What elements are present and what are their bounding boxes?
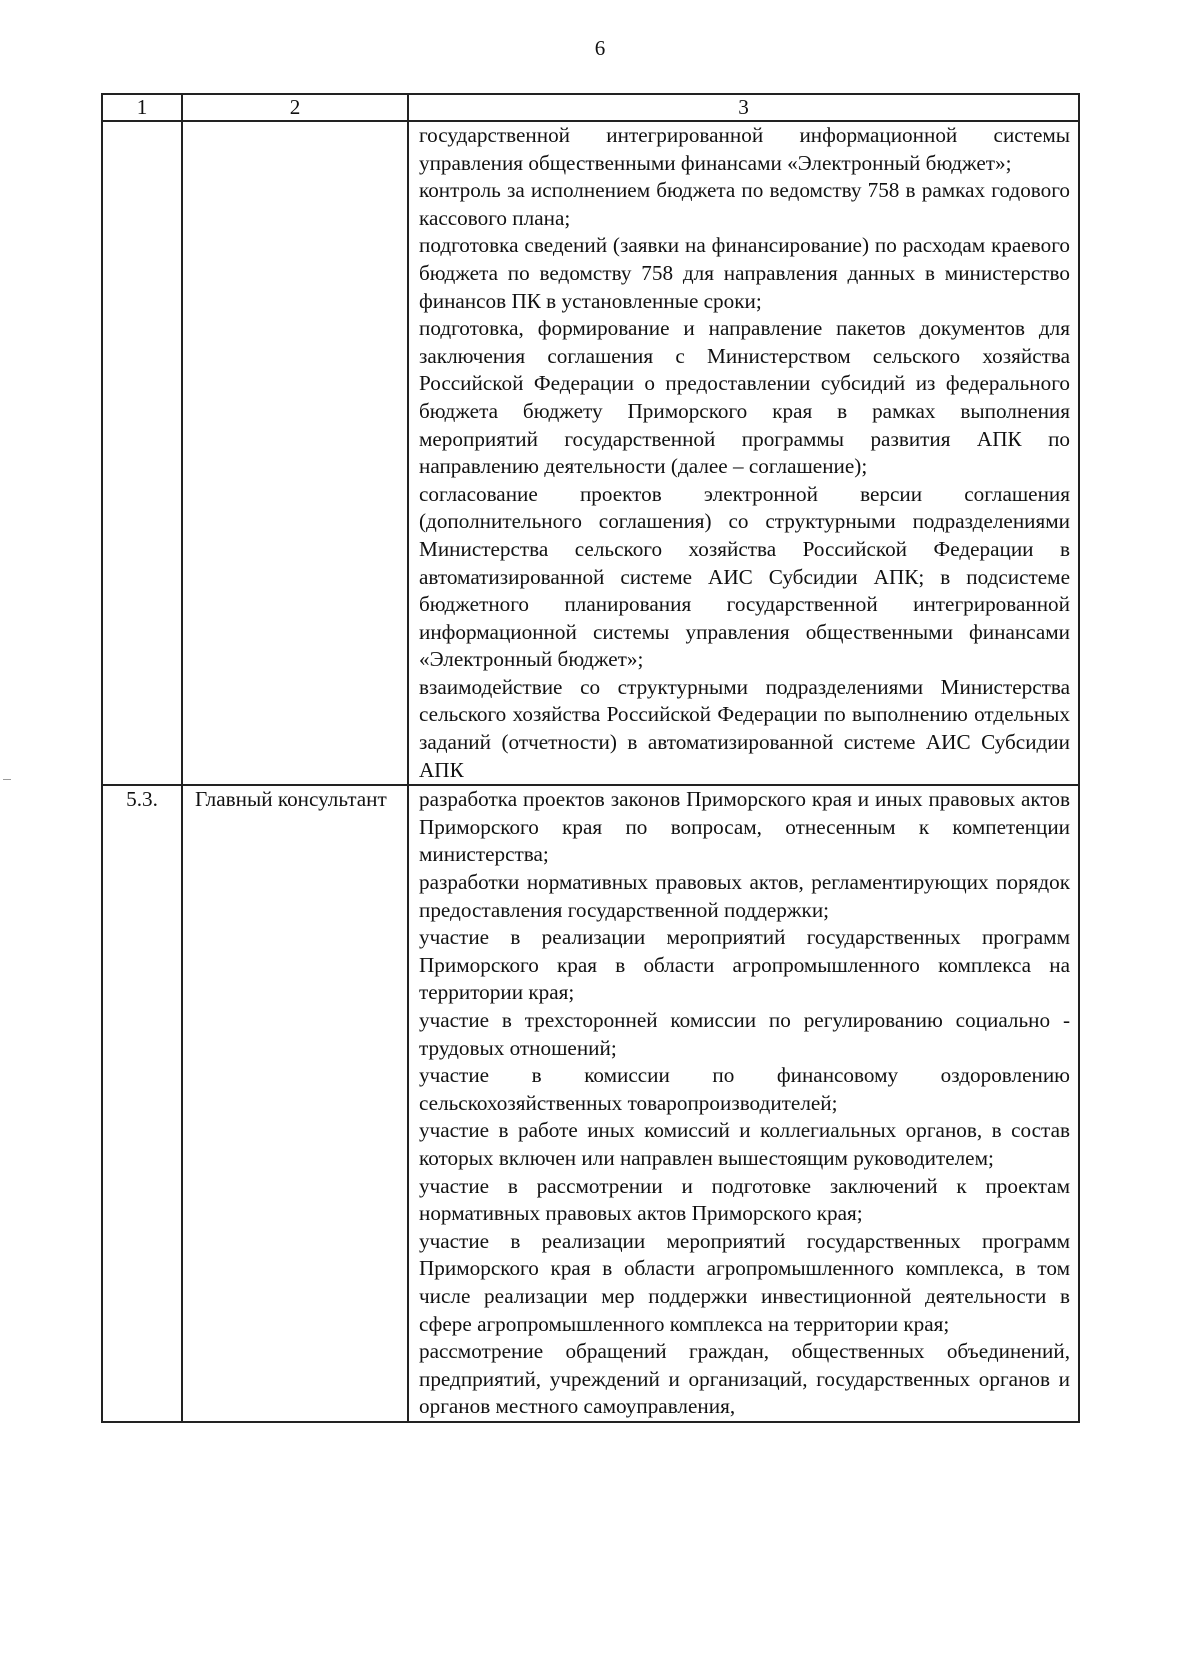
duty-item: подготовка сведений (заявки на финансирование) по расходам краевого бюджета по ведомству 758 для направления данных в министерство финансов ПК в установленные сроки;: [419, 233, 1070, 313]
duty-item: контроль за исполнением бюджета по ведомству 758 в рамках годового кассового плана;: [419, 178, 1070, 230]
duty-item: участие в трехсторонней комиссии по регулированию социально - трудовых отношений;: [419, 1008, 1070, 1060]
duty-item: участие в комиссии по финансовому оздоровлению сельскохозяйственных товаропроизводителей;: [419, 1063, 1070, 1115]
position-title: [182, 121, 408, 785]
duty-item: рассмотрение обращений граждан, общественных объединений, предприятий, учреждений и организаций, государственных органов и органов местного самоуправления,: [419, 1339, 1070, 1419]
row-number: [102, 121, 182, 785]
duty-item: государственной интегрированной информационной системы управления общественными финансами «Электронный бюджет»;: [419, 123, 1070, 175]
duties-table: [101, 93, 1080, 1423]
table-row: [102, 121, 1079, 785]
duty-item: участие в рассмотрении и подготовке заключений к проектам нормативных правовых актов Приморского края;: [419, 1173, 1070, 1226]
position-title: Главный консультант: [182, 785, 408, 1422]
row-number: 5.3.: [102, 785, 182, 1422]
duty-item: участие в реализации мероприятий государственных программ Приморского края в области агропромышленного комплекса, в том числе реализации мер поддержки инвестиционной деятельности в сфере агропромышленного комплекса на территории края;: [419, 1228, 1070, 1336]
table-row: [102, 785, 1079, 1422]
duties-cell: [408, 785, 1079, 1422]
duty-item: согласование проектов электронной версии соглашения (дополнительного соглашения) со структурными подразделениями Министерства сельского хозяйства Российской Федерации в автоматизированной системе АИС Субсидии АПК; в подсистеме бюджетного планирования государственной интегрированной информационной системы управления общественными финансами «Электронный бюджет»;: [419, 481, 1070, 672]
duty-item: участие в реализации мероприятий государственных программ Приморского края в области агропромышленного комплекса на территории края;: [419, 925, 1070, 1005]
table-header: [102, 94, 1079, 121]
header-row: [102, 94, 1079, 121]
duty-item: взаимодействие со структурными подразделениями Министерства сельского хозяйства Российской Федерации по выполнению отдельных заданий (отчетности) в автоматизированной системе АИС Субсидии АПК: [419, 674, 1070, 782]
header-col-2: 2: [182, 94, 408, 121]
margin-scan-mark: [3, 779, 11, 780]
duties-cell: [408, 121, 1079, 785]
duty-item: участие в работе иных комиссий и коллегиальных органов, в состав которых включен или направлен вышестоящим руководителем;: [419, 1118, 1070, 1170]
header-col-3: 3: [408, 94, 1079, 121]
duty-item: разработки нормативных правовых актов, регламентирующих порядок предоставления государственной поддержки;: [419, 870, 1070, 922]
duty-item: подготовка, формирование и направление пакетов документов для заключения соглашения с Министерством сельского хозяйства Российской Федерации о предоставлении субсидий из федерального бюджета бюджету Приморского края в рамках выполнения мероприятий государственной программы развития АПК по направлению деятельности (далее – соглашение);: [419, 316, 1070, 479]
page-number: 6: [594, 36, 606, 60]
header-col-1: 1: [102, 94, 182, 121]
duty-item: разработка проектов законов Приморского края и иных правовых актов Приморского края по вопросам, отнесенным к компетенции министерства;: [419, 787, 1070, 867]
